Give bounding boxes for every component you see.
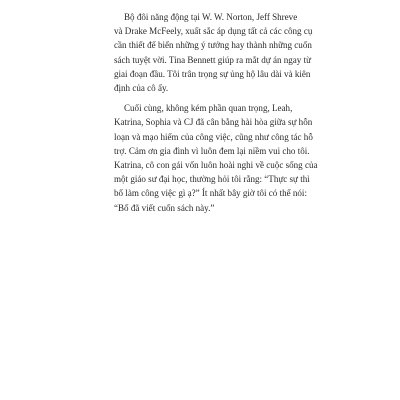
text-line: định của cô ấy. <box>114 83 169 94</box>
text-line: “Bố đã viết cuốn sách này.” <box>114 202 215 213</box>
acknowledgements-text <box>114 10 318 215</box>
text-line: loạn và mạo hiểm của công việc, cũng như công tác hỗ <box>114 131 313 142</box>
text-line: sách tuyệt vời. Tina Bennett giúp ra mắt dự án ngay từ <box>114 54 312 65</box>
text-line: cần thiết để biến những ý tưởng hay thành những cuốn <box>114 40 312 51</box>
paragraph-2 <box>114 101 318 215</box>
text-line: Katrina, Sophia và CJ đã cân bằng hài hòa giữa sự hỗn <box>114 117 313 128</box>
text-line: giai đoạn đầu. Tôi trân trọng sự ủng hộ lâu dài và kiên <box>114 68 311 79</box>
text-line: một giáo sư đại học, thường hỏi tôi rằng: “Thực sự thì <box>114 174 310 185</box>
text-line: trợ. Cảm ơn gia đình vì luôn đem lại niềm vui cho tôi. <box>114 145 310 156</box>
text-line: bố làm công việc gì ạ?” Ít nhất bây giờ tôi có thể nói: <box>114 188 307 199</box>
text-line: Katrina, cô con gái vốn luôn hoài nghi về cuộc sống của <box>114 160 318 171</box>
text-line: Cuối cùng, không kém phần quan trọng, Leah, <box>124 103 293 114</box>
paragraph-1 <box>114 10 313 95</box>
text-line: và Drake McFeely, xuất sắc áp dụng tất cả các công cụ <box>114 26 313 37</box>
text-line: Bộ đôi năng động tại W. W. Norton, Jeff Shreve <box>124 12 298 22</box>
